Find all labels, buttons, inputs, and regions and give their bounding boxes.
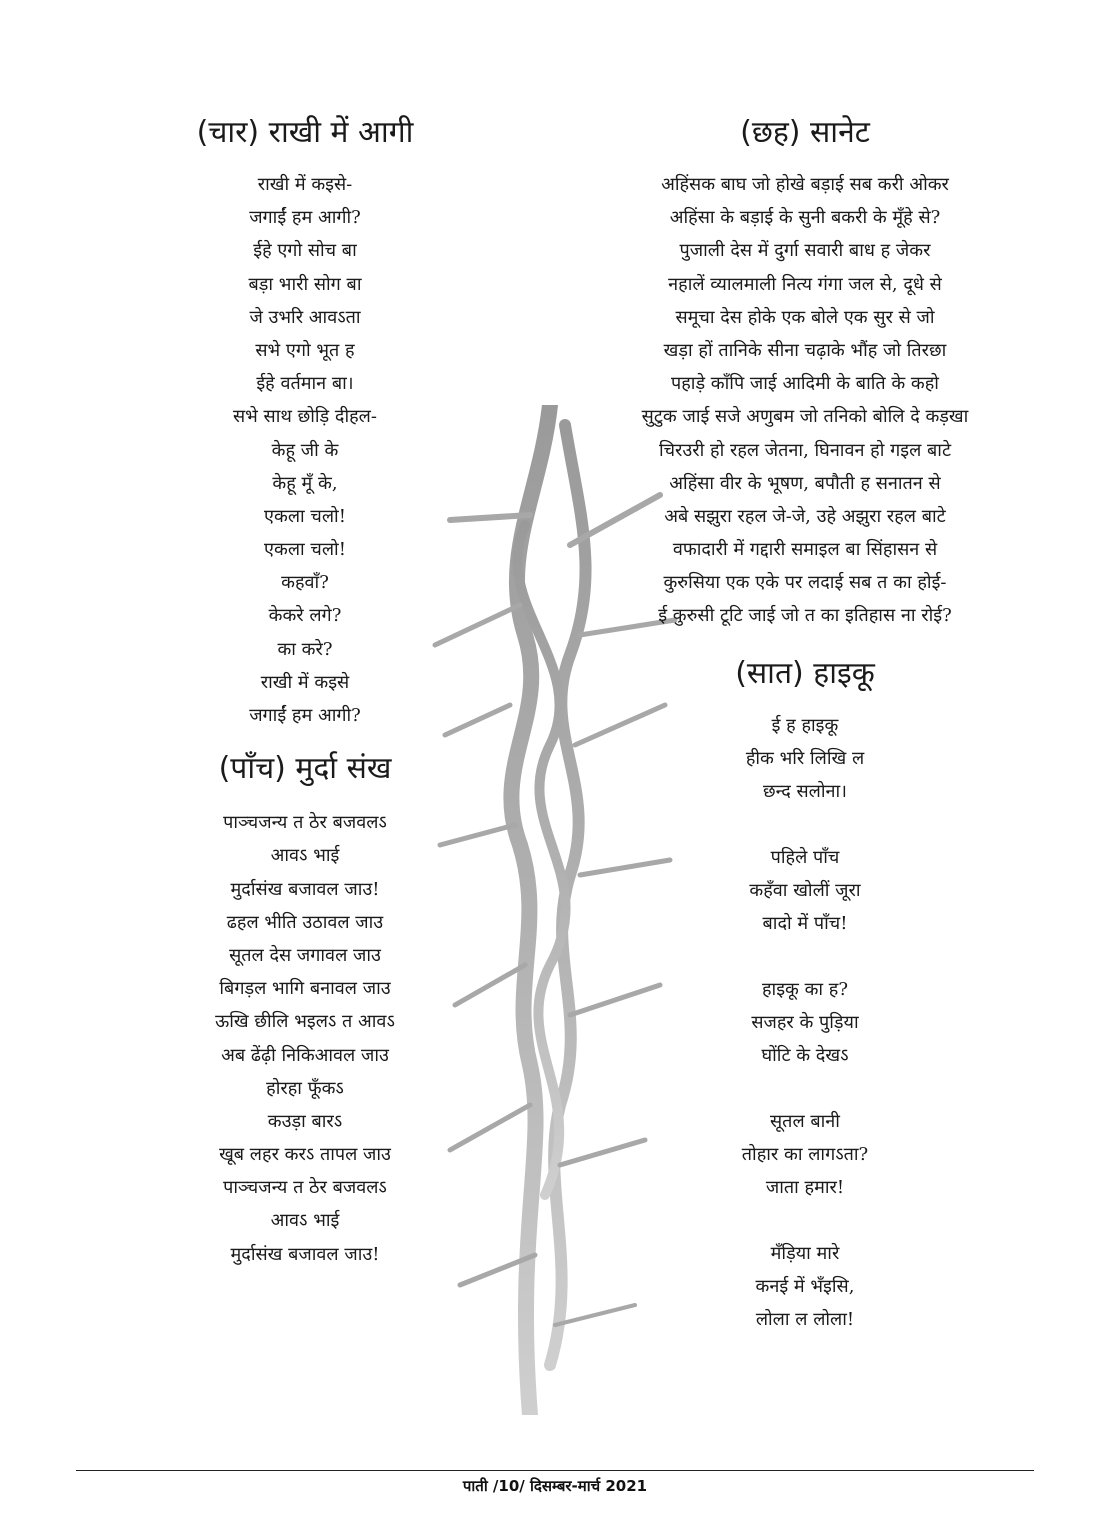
footer-divider	[76, 1470, 1034, 1471]
poem-line: जे उभरि आवऽता	[249, 306, 361, 328]
poem-line: आवऽ भाई	[270, 1210, 340, 1232]
haiku-line: सजहर के पुड़िया	[751, 1011, 859, 1033]
poem-7-title: (सात) हाइकू	[735, 655, 875, 691]
poem-line: मुर्दासंख बजावल जाउ!	[230, 1243, 380, 1265]
page-footer: पाती /10/ दिसम्बर-मार्च 2021	[462, 1477, 648, 1495]
poem-line: राखी में कइसे-	[257, 174, 353, 195]
poem-line: ई कुरुसी टूटि जाई जो त का इतिहास ना रोई?	[658, 605, 952, 627]
poem-line: ढहल भीति उठावल जाउ	[226, 911, 384, 933]
poem-line: वफादारी में गद्दारी समाइल बा सिंहासन से	[672, 539, 938, 561]
haiku-line: जाता हमार!	[765, 1176, 845, 1198]
haiku-stanza	[685, 973, 925, 1072]
poem-line: सभे साथ छोड़ि दीहल-	[233, 406, 377, 428]
poem-line: समूचा देस होके एक बोले एक सुर से जो	[675, 306, 935, 328]
poem-6-title: (छह) सानेट	[740, 115, 870, 150]
poem-line: अहिंसक बाघ जो होखे बड़ाई सब करी ओकर	[661, 174, 949, 195]
poem-line: केकरे लगे?	[268, 605, 342, 627]
poem-line: एकला चलो!	[264, 539, 346, 561]
haiku-line: लोला ल लोला!	[755, 1308, 855, 1330]
poem-5-lines	[150, 806, 460, 1271]
poem-line: अहिंसा वीर के भूषण, बपौती ह सनातन से	[669, 472, 941, 494]
poem-line: अहिंसा के बड़ाई के सुनी बकरी के मूँहे से?	[669, 207, 941, 229]
haiku-line: पहिले पाँच	[770, 846, 840, 868]
left-column	[150, 108, 460, 1271]
haiku-line: तोहार का लागऽता?	[741, 1143, 869, 1165]
poem-line: ईहे वर्तमान बा।	[256, 373, 354, 395]
haiku-line: बादो में पाँच!	[762, 912, 848, 934]
poem-line: पाञ्चजन्य त ठेर बजवलऽ	[223, 812, 387, 834]
poem-line: खड़ा हों तानिके सीना चढ़ाके भौंह जो तिरछा	[663, 339, 947, 361]
poem-line: खूब लहर करऽ तापल जाउ	[219, 1144, 391, 1166]
poem-line: पाञ्चजन्य त ठेर बजवलऽ	[223, 1177, 387, 1199]
poem-line: पहाड़े काँपि जाई आदिमी के बाति के कहो	[671, 373, 939, 395]
right-column	[585, 108, 1025, 1369]
haiku-line: मँड़िया मारे	[770, 1242, 840, 1264]
poem-line: केहू जी के	[271, 439, 339, 461]
poem-line: एकला चलो!	[264, 505, 346, 527]
haiku-line: घोंटि के देखऽ	[761, 1044, 849, 1066]
poem-line: केहू मूँ के,	[272, 472, 338, 494]
poem-line: होरहा फूँकऽ	[266, 1077, 344, 1099]
poem-line: पुजाली देस में दुर्गा सवारी बाध ह जेकर	[679, 240, 931, 262]
poem-line: कउड़ा बारऽ	[267, 1110, 343, 1132]
poem-4-lines	[150, 168, 460, 732]
poem-line: सुटुक जाई सजे अणुबम जो तनिको बोलि दे कड़खा	[641, 406, 969, 428]
haiku-stanza	[685, 1237, 925, 1336]
haiku-line: कहँवा खोलीं जूरा	[749, 879, 861, 901]
poem-line: आवऽ भाई	[270, 845, 340, 867]
poem-7-haiku	[685, 709, 925, 1336]
haiku-line: ई ह हाइकू	[771, 714, 839, 736]
haiku-stanza	[685, 1105, 925, 1204]
poem-line: राखी में कइसे	[260, 671, 350, 693]
poem-6-lines	[585, 168, 1025, 633]
poem-line: ऊखि छीलि भइलऽ त आवऽ	[215, 1011, 395, 1033]
poem-line: का करे?	[277, 638, 333, 660]
haiku-line: कनई में भँइसि,	[755, 1275, 855, 1297]
poem-line: कुरुसिया एक एके पर लदाई सब त का होई-	[663, 572, 947, 594]
haiku-line: हीक भरि लिखि ल	[745, 747, 865, 769]
poem-line: नहालें व्यालमाली नित्य गंगा जल से, दूधे से	[668, 273, 942, 295]
poem-line: चिरउरी हो रहल जेतना, घिनावन हो गइल बाटे	[658, 439, 952, 461]
poem-line: कहवाँ?	[281, 572, 329, 594]
haiku-line: सूतल बानी	[770, 1110, 840, 1132]
poem-line: मुर्दासंख बजावल जाउ!	[230, 878, 380, 900]
haiku-stanza	[685, 709, 925, 808]
haiku-stanza	[685, 841, 925, 940]
poem-line: जगाईं हम आगी?	[249, 705, 361, 726]
poem-line: अब ढेंढ़ी निकिआवल जाउ	[221, 1044, 389, 1066]
poem-line: बिगड़ल भागि बनावल जाउ	[219, 978, 391, 1000]
poem-line: अबे सझुरा रहल जे-जे, उहे अझुरा रहल बाटे	[664, 505, 946, 527]
poem-line: जगाईं हम आगी?	[249, 207, 361, 229]
poem-line: बड़ा भारी सोग बा	[248, 273, 362, 295]
poem-line: ईहे एगो सोच बा	[253, 240, 357, 262]
haiku-line: हाइकू का ह?	[761, 978, 849, 1000]
poem-line: सूतल देस जगावल जाउ	[229, 944, 381, 966]
poem-5-title: (पाँच) मुर्दा संख	[218, 751, 392, 787]
poem-line: सभे एगो भूत ह	[255, 339, 355, 361]
poem-4-title: (चार) राखी में आगी	[196, 115, 414, 150]
haiku-line: छन्द सलोना।	[763, 780, 847, 802]
